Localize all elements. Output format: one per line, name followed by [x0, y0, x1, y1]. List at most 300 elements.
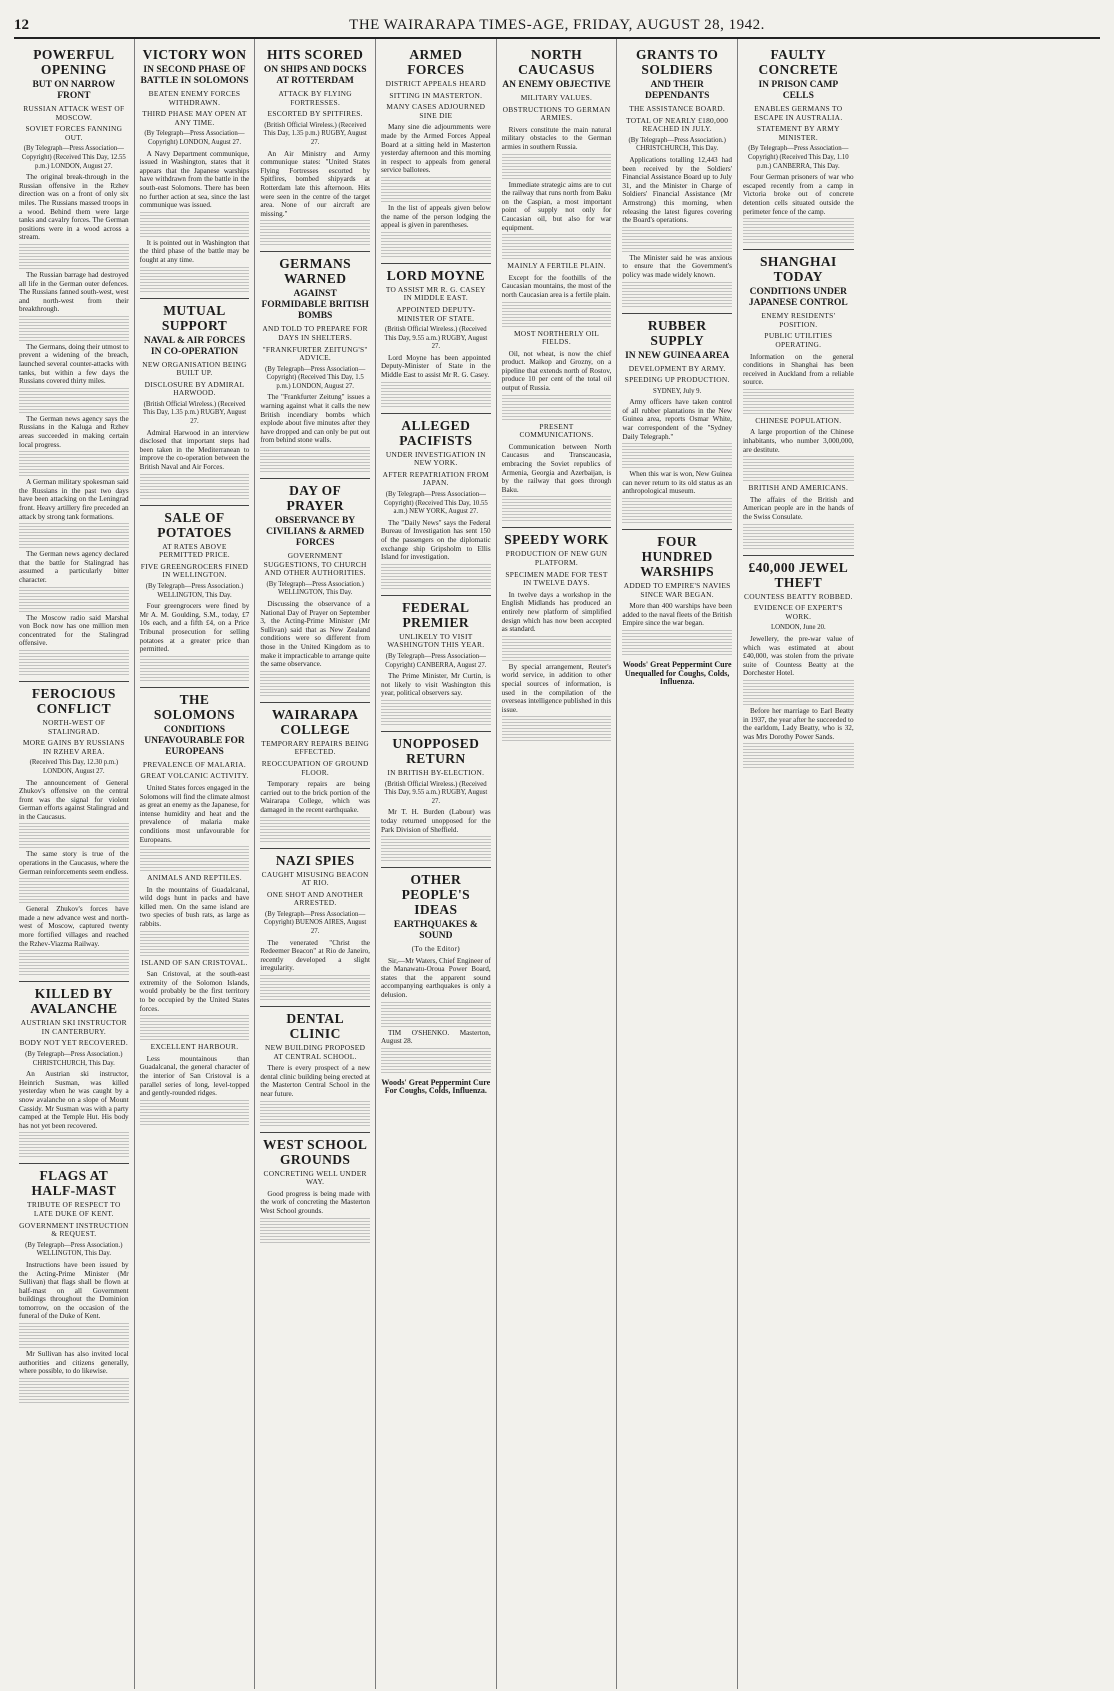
- article-paragraph: General Zhukov's forces have made a new advance west and north-west of Moscow, captured twenty more fortified villages and reached the Rzhev-Viazma Railway.: [19, 905, 129, 948]
- subheadline: BUT ON NARROW FRONT: [32, 80, 116, 101]
- text-lines: [260, 1236, 370, 1243]
- deck: FIVE GREENGROCERS FINED IN WELLINGTON.: [140, 561, 249, 580]
- deck: SOVIET FORCES FANNING OUT.: [25, 124, 123, 142]
- article-separator: [260, 478, 370, 479]
- text-lines: [743, 752, 854, 759]
- text-lines: [19, 541, 129, 548]
- article-paragraph: By special arrangement, Reuter's world service, in addition to other special sources of information, is used in the compilation of the overseas intelligence published in this issue.: [501, 662, 612, 714]
- text-lines: [260, 447, 370, 454]
- article-separator: [260, 1132, 370, 1133]
- article-separator: [743, 249, 854, 250]
- dateline: (British Official Wireless.) (Received This Day, 9.55 a.m.) RUGBY, August 27.: [384, 780, 488, 805]
- text-lines: [19, 397, 129, 404]
- deck: GREAT VOLCANIC ACTIVITY.: [140, 771, 249, 781]
- text-lines: [381, 391, 491, 398]
- text-lines: [19, 1396, 129, 1403]
- article-separator: [622, 313, 732, 314]
- deck: BODY NOT YET RECOVERED.: [19, 1038, 128, 1048]
- text-lines: [19, 823, 129, 830]
- deck: COUNTESS BEATTY ROBBED.: [743, 591, 853, 601]
- text-lines: [381, 382, 491, 389]
- deck: PRODUCTION OF NEW GUN PLATFORM.: [505, 549, 608, 567]
- article-paragraph: The venerated "Christ the Redeemer Beacon" at Rio de Janeiro, recently developed a slight irregularity.: [260, 938, 370, 973]
- text-lines: [19, 253, 129, 260]
- deck: ESCORTED BY SPITFIRES.: [267, 109, 363, 119]
- dateline: (By Telegraph—Press Association—Copyright) BUENOS AIRES, August 27.: [263, 910, 367, 936]
- text-lines: [502, 243, 612, 250]
- text-lines: [19, 451, 129, 458]
- deck: TRIBUTE OF RESPECT TO LATE DUKE OF KENT.: [27, 1200, 121, 1218]
- article-paragraph: Communication between North Caucasus and Transcaucasia, embracing the Soviet republics of Armenia, Georgia and Azerbaijan, is by the railway that goes through Baku.: [501, 442, 612, 494]
- article-separator: [381, 263, 491, 264]
- text-lines: [622, 282, 732, 289]
- text-lines: [381, 177, 491, 184]
- dateline: (By Telegraph—Press Association.) CHRISTCHURCH, This Day.: [25, 1051, 123, 1067]
- dateline: LONDON, June 20.: [770, 624, 826, 632]
- article-separator: [381, 867, 491, 868]
- text-lines: [502, 725, 612, 732]
- text-lines: [381, 709, 491, 716]
- text-lines: [743, 542, 854, 549]
- text-lines: [260, 689, 370, 696]
- article-paragraph: Lord Moyne has been appointed Deputy-Minister of State in the Middle East to assist Mr R. G. Casey.: [380, 353, 491, 380]
- deck: NEW BUILDING PROPOSED AT CENTRAL SCHOOL.: [265, 1043, 366, 1061]
- text-lines: [743, 456, 854, 463]
- article-paragraph: Instructions have been issued by the Acting-Prime Minister (Mr Sullivan) that flags shall be flown at half-mast on all Government buildings throughout the Dominion tomorrow, on the occasion of the funeral of the Duke of Kent.: [19, 1260, 129, 1321]
- subheadline: NAVAL & AIR FORCES IN CO-OPERATION: [143, 335, 246, 357]
- text-lines: [140, 674, 250, 681]
- article-paragraph: Sir,—Mr Waters, Chief Engineer of the Manawatu-Oroua Power Board, states that the apparent sound accompanying earthquakes is only a delusion.: [380, 956, 491, 1000]
- text-lines: [140, 940, 250, 947]
- text-lines: [19, 460, 129, 467]
- text-lines: [502, 514, 612, 521]
- subheadline: AGAINST FORMIDABLE BRITISH BOMBS: [261, 289, 369, 322]
- dateline: (Received This Day, 12.30 p.m.) LONDON, August 27.: [29, 759, 119, 775]
- text-lines: [381, 186, 491, 193]
- dateline: (By Telegraph—Press Association—Copyright) CANBERRA, August 27.: [385, 652, 487, 669]
- article-paragraph: Information on the general conditions in Shanghai has been received in Auckland from a reliable source.: [742, 352, 854, 387]
- article-paragraph: The German news agency says the Russians in the Kaluga and Rzhev areas succeeded in making certain local progress.: [19, 414, 129, 449]
- article-paragraph: The "Daily News" says the Federal Bureau of Investigation has sent 150 of the passengers on the diplomatic exchange ship Gripsholm to Ellis Island for investigation.: [380, 518, 491, 562]
- text-lines: [743, 236, 854, 243]
- text-lines: [140, 1100, 250, 1107]
- deck: IN BRITISH BY-ELECTION.: [387, 767, 485, 777]
- subheadline: AN ENEMY OBJECTIVE: [502, 80, 611, 90]
- subheadline: EARTHQUAKES & SOUND: [393, 920, 478, 942]
- article-paragraph: The announcement of General Zhukov's offensive on the central front was the signal for violent German efforts against Stalingrad and in the Caucasus.: [19, 778, 129, 821]
- article-separator: [140, 298, 250, 299]
- column-3: [255, 39, 376, 1689]
- article-paragraph: Immediate strategic aims are to cut the railway that runs north from Baku on the Caspian, a most important point of supply not only for Caucasian oil, but also for war equipment.: [501, 180, 612, 232]
- text-lines: [381, 1002, 491, 1009]
- deck: ENEMY RESIDENTS' POSITION.: [761, 311, 836, 329]
- headline: NAZI SPIES: [275, 852, 355, 868]
- text-lines: [743, 407, 854, 414]
- text-lines: [260, 220, 370, 227]
- text-lines: [19, 532, 129, 539]
- text-lines: [502, 172, 612, 179]
- headline: OTHER PEOPLE'S IDEAS: [401, 872, 471, 918]
- headline: GRANTS TO SOLDIERS: [636, 47, 719, 77]
- article-paragraph: The Moscow radio said Marshal von Bock now has one million men concentrated for the Stalingrad offensive.: [19, 613, 129, 648]
- deck: NORTH-WEST OF STALINGRAD.: [42, 717, 106, 736]
- article-paragraph: Jewellery, the pre-war value of which was estimated at about £40,000, was stolen from the private suite of Countess Beatty at the Dorchester Hotel.: [742, 635, 854, 678]
- subheadline: AND THEIR DEPENDANTS: [644, 80, 710, 101]
- deck: REOCCUPATION OF GROUND FLOOR.: [261, 758, 369, 777]
- text-lines: [140, 1024, 250, 1031]
- article-paragraph: When this war is won, New Guinea can never return to its old status as an anthropological museum.: [622, 470, 732, 496]
- article-paragraph: Applications totalling 12,443 had been received by the Soldiers' Financial Assistance Board up to July 31, and the Minister in Charge of Soldiers' Financial Assistance (Mr Armstrong) this morning, when releasing the latest figures covering the Board's operations.: [622, 155, 732, 225]
- text-lines: [260, 1218, 370, 1225]
- subheadline: IN SECOND PHASE OF BATTLE IN SOLOMONS: [140, 65, 249, 86]
- article-separator: [260, 251, 370, 252]
- article-paragraph: The Russian barrage had destroyed all life in the German outer defences. The Russians fanned south-west, west and north-west from their breakthrough.: [19, 270, 129, 314]
- text-lines: [502, 234, 612, 241]
- text-lines: [140, 221, 250, 228]
- text-lines: [260, 671, 370, 678]
- article-paragraph: In the list of appeals given below the name of the person lodging the appeal is given in parentheses.: [380, 203, 491, 230]
- article-paragraph: Discussing the observance of a National Day of Prayer on September 3, the Acting-Prime Minister (Mr Sullivan) said that as New Zealand conditions were so different from those in the United Kingdom as to make it impracticable to arrange quite the same observance.: [260, 600, 370, 669]
- article-paragraph: The same story is true of the operations in the Caucasus, where the German reinforcements seem endless.: [19, 850, 129, 876]
- article-paragraph: The original break-through in the Russian offensive in the Rzhev direction was on a front of only six miles. The Russians massed troops in a wood. Behind them were large tanks and cavalry forces. The German positions were in a wood across a stream.: [19, 173, 129, 242]
- deck: AFTER REPATRIATION FROM JAPAN.: [382, 469, 490, 488]
- deck: AUSTRIAN SKI INSTRUCTOR IN CANTERBURY.: [20, 1018, 127, 1036]
- dateline: (By Telegraph—Press Association.) WELLINGTON, This Day.: [145, 583, 244, 599]
- dateline: (British Official Wireless.) (Received This Day, 1.35 p.m.) RUGBY, August 27.: [142, 400, 247, 426]
- text-lines: [622, 498, 732, 505]
- text-lines: [622, 291, 732, 298]
- text-lines: [260, 1110, 370, 1117]
- article-paragraph: A large proportion of the Chinese inhabitants, who number 3,000,000, are destitute.: [742, 428, 854, 454]
- article-paragraph: Army officers have taken control of all rubber plantations in the New Guinea area, reports Osmar White, war correspondent of the "Sydney Daily Telegraph.": [622, 398, 732, 441]
- article-paragraph: The "Frankfurter Zeitung" issues a warning against what it calls the new British incendiary bombs which explode about five minutes after they have dropped and can only be put out from behind stone walls.: [260, 393, 370, 445]
- article-paragraph: The Prime Minister, Mr Curtin, is not likely to visit Washington this year, political observers say.: [380, 672, 491, 698]
- headline: WAIRARAPA COLLEGE: [271, 706, 359, 737]
- headline: POWERFUL OPENING: [33, 47, 115, 77]
- article-separator: [19, 1163, 129, 1164]
- article-separator: [622, 529, 732, 530]
- text-lines: [260, 826, 370, 833]
- text-lines: [140, 492, 250, 499]
- deck: ANIMALS AND REPTILES.: [147, 873, 242, 883]
- headline: WEST SCHOOL GROUNDS: [263, 1136, 368, 1167]
- text-lines: [502, 734, 612, 741]
- deck: EVIDENCE OF EXPERT'S WORK.: [753, 603, 843, 621]
- article-separator: [260, 1006, 370, 1007]
- article-paragraph: The Germans, doing their utmost to prevent a widening of the breach, launched several counter-attacks with tanks, but within a few days the Russians covered thirty miles.: [19, 342, 129, 386]
- deck: PREVALENCE OF MALARIA.: [142, 759, 247, 769]
- headline: ALLEGED PACIFISTS: [399, 417, 473, 448]
- column-4: [376, 39, 497, 1689]
- text-lines: [502, 645, 612, 652]
- text-lines: [19, 832, 129, 839]
- text-lines: [381, 1011, 491, 1018]
- text-lines: [743, 689, 854, 696]
- text-lines: [19, 605, 129, 612]
- article-separator: [381, 413, 491, 414]
- text-lines: [381, 195, 491, 202]
- dateline: (By Telegraph—Press Association—Copyright) (Received This Day, 1.5 p.m.) LONDON, August 27.: [265, 365, 366, 390]
- text-lines: [502, 163, 612, 170]
- article-paragraph: An Air Ministry and Army communique states: "United States Flying Fortresses escorted by Spitfires, bombed shipyards at Rotterdam late this afternoon. Hits were seen in the centre of the target area. None of our aircraft are missing.": [260, 149, 370, 218]
- text-lines: [19, 1132, 129, 1139]
- text-lines: [381, 241, 491, 248]
- text-lines: [19, 469, 129, 476]
- text-lines: [381, 400, 491, 407]
- article-paragraph: Mr T. H. Burden (Labour) was today returned unopposed for the Park Division of Sheffield.: [380, 808, 491, 834]
- masthead: [14, 10, 1100, 39]
- article-separator: [19, 681, 129, 682]
- text-lines: [381, 250, 491, 257]
- article-separator: [502, 527, 612, 528]
- text-lines: [743, 524, 854, 531]
- text-lines: [743, 761, 854, 768]
- headline: MUTUAL SUPPORT: [161, 302, 228, 333]
- article-separator: [140, 687, 250, 688]
- text-lines: [260, 984, 370, 991]
- text-lines: [622, 630, 732, 637]
- text-lines: [381, 1057, 491, 1064]
- article-paragraph: A German military spokesman said the Russians in the past two days have been attacking on the Leningrad front. Heavy artillery fire preceded an attack by strong tank formations.: [19, 478, 129, 521]
- deck: GOVERNMENT INSTRUCTION & REQUEST.: [19, 1220, 129, 1239]
- text-lines: [622, 227, 732, 234]
- deck: ENABLES GERMANS TO ESCAPE IN AUSTRALIA.: [754, 104, 843, 122]
- article-paragraph: In twelve days a workshop in the English Midlands has produced an entirely new platform of simplified design which has now been accepted as standard.: [501, 590, 612, 634]
- subheadline: OBSERVANCE BY CIVILIANS & ARMED FORCES: [266, 516, 365, 549]
- dateline: (By Telegraph—Press Association.) WELLINGTON, This Day.: [266, 580, 364, 597]
- text-lines: [19, 668, 129, 675]
- text-lines: [260, 1119, 370, 1126]
- deck: UNDER INVESTIGATION IN NEW YORK.: [385, 449, 486, 468]
- text-lines: [502, 505, 612, 512]
- text-lines: [381, 582, 491, 589]
- text-lines: [140, 1109, 250, 1116]
- article-separator: [19, 981, 129, 982]
- text-lines: [19, 1387, 129, 1394]
- text-lines: [19, 1332, 129, 1339]
- deck: OBSTRUCTIONS TO GERMAN ARMIES.: [502, 104, 611, 123]
- deck: RUSSIAN ATTACK WEST OF MOSCOW.: [23, 104, 125, 122]
- text-lines: [743, 227, 854, 234]
- text-lines: [260, 817, 370, 824]
- article-paragraph: San Cristoval, at the south-east extremity of the Solomon Islands, would probably be the first territory to be occupied by the United States forces.: [139, 970, 250, 1013]
- text-lines: [140, 855, 250, 862]
- column-6: [617, 39, 738, 1689]
- headline: ARMED FORCES: [407, 47, 465, 77]
- text-lines: [502, 302, 612, 309]
- subheadline: IN NEW GUINEA AREA: [625, 350, 730, 361]
- deck: AT RATES ABOVE PERMITTED PRICE.: [159, 541, 230, 560]
- text-lines: [502, 716, 612, 723]
- text-lines: [140, 949, 250, 956]
- newspaper-title: THE WAIRARAPA TIMES-AGE, FRIDAY, AUGUST 28, 1942.: [349, 17, 765, 33]
- deck: (To the Editor): [411, 944, 460, 954]
- deck: THIRD PHASE MAY OPEN AT ANY TIME.: [142, 109, 247, 127]
- article-paragraph: Rivers constitute the main natural military obstacles to the German armies in southern Russia.: [501, 125, 612, 151]
- article-paragraph: The German news agency declared that the battle for Stalingrad has assumed a particularly bitter character.: [19, 550, 129, 584]
- text-lines: [140, 931, 250, 938]
- text-lines: [140, 230, 250, 237]
- headline: HITS SCORED: [267, 47, 364, 62]
- text-lines: [140, 846, 250, 853]
- text-lines: [19, 650, 129, 657]
- column-7: [738, 39, 859, 1689]
- dateline: (By Telegraph—Press Association—Copyright) (Received This Day, 1.10 p.m.) CANBERRA, This Day.: [748, 145, 849, 170]
- deck: MANY CASES ADJOURNED SINE DIE: [386, 102, 486, 120]
- column-5: [497, 39, 618, 1689]
- headline: £40,000 JEWEL THEFT: [748, 559, 849, 590]
- text-lines: [19, 959, 129, 966]
- text-lines: [19, 316, 129, 323]
- text-lines: [260, 975, 370, 982]
- text-lines: [19, 968, 129, 975]
- subheadline: CONDITIONS UNFAVOURABLE FOR EUROPEANS: [144, 724, 245, 757]
- text-lines: [19, 878, 129, 885]
- article-paragraph: Good progress is being made with the work of concreting the Masterton West School grounds.: [260, 1189, 370, 1215]
- text-lines: [19, 406, 129, 413]
- deck: DISTRICT APPEALS HEARD: [385, 79, 487, 88]
- text-lines: [140, 864, 250, 871]
- text-lines: [140, 1118, 250, 1125]
- deck: PUBLIC UTILITIES OPERATING.: [764, 331, 833, 349]
- text-lines: [19, 388, 129, 395]
- text-lines: [502, 154, 612, 161]
- column-1: [14, 39, 135, 1689]
- text-lines: [622, 452, 732, 459]
- article-paragraph: More than 400 warships have been added to the naval fleets of the British Empire since the war began.: [622, 602, 732, 628]
- text-lines: [622, 443, 732, 450]
- text-lines: [502, 636, 612, 643]
- deck: BEATEN ENEMY FORCES WITHDRAWN.: [148, 89, 241, 107]
- text-lines: [19, 950, 129, 957]
- text-lines: [381, 1048, 491, 1055]
- article-paragraph: TIM O'SHENKO. Masterton, August 28.: [380, 1028, 491, 1046]
- text-lines: [381, 1020, 491, 1027]
- advertisement: Woods' Great Peppermint Cure Unequalled for Coughs, Colds, Influenza.: [622, 660, 732, 687]
- deck: DEVELOPMENT BY ARMY.: [628, 363, 726, 373]
- text-lines: [743, 398, 854, 405]
- deck: CHINESE POPULATION.: [755, 415, 842, 425]
- text-lines: [140, 285, 250, 292]
- text-lines: [743, 474, 854, 481]
- dateline: (By Telegraph—Press Association—Copyright) (Received This Day, 10.55 a.m.) NEW YORK, August 27.: [383, 491, 488, 516]
- text-lines: [381, 845, 491, 852]
- headline: LORD MOYNE: [386, 267, 485, 283]
- text-lines: [19, 587, 129, 594]
- article-paragraph: Except for the foothills of the Caucasian mountains, the most of the north Caucasian area is a fertile plain.: [501, 273, 612, 299]
- text-lines: [260, 1227, 370, 1234]
- text-lines: [19, 896, 129, 903]
- text-lines: [260, 993, 370, 1000]
- article-paragraph: The affairs of the British and American people are in the hands of the Swiss Consulate.: [742, 495, 854, 522]
- text-lines: [19, 1378, 129, 1385]
- text-lines: [502, 496, 612, 503]
- deck: BRITISH AND AMERICANS.: [748, 483, 849, 493]
- text-lines: [19, 325, 129, 332]
- deck: CAUGHT MISUSING BEACON AT RIO.: [261, 869, 369, 888]
- subheadline: CONDITIONS UNDER JAPANESE CONTROL: [748, 287, 848, 309]
- article-separator: [381, 595, 491, 596]
- text-lines: [19, 1323, 129, 1330]
- article-separator: [260, 702, 370, 703]
- article-paragraph: Mr Sullivan has also invited local authorities and citizens generally, where possible, to do likewise.: [19, 1350, 129, 1376]
- text-lines: [743, 698, 854, 705]
- text-lines: [19, 887, 129, 894]
- article-paragraph: A Navy Department communique, issued in Washington, states that it appears that the Japanese warships have withdrawn from the battle in the south-east Solomons. There has been no further action at sea, since the last communique was issued.: [139, 149, 250, 210]
- text-lines: [502, 252, 612, 259]
- text-lines: [502, 395, 612, 402]
- deck: MOST NORTHERLY OIL FIELDS.: [513, 328, 600, 347]
- headline: FEROCIOUS CONFLICT: [31, 685, 116, 716]
- text-lines: [140, 212, 250, 219]
- headline: FAULTY CONCRETE: [758, 47, 839, 77]
- deck: MAINLY A FERTILE PLAIN.: [507, 261, 606, 271]
- headline: SHANGHAI TODAY: [759, 254, 837, 285]
- text-lines: [622, 639, 732, 646]
- headline: GERMANS WARNED: [279, 256, 352, 287]
- text-lines: [622, 245, 732, 252]
- text-lines: [381, 718, 491, 725]
- article-paragraph: Four German prisoners of war who escaped recently from a camp in Victoria broke out of concrete detention cells situated outside the perimeter fence of the camp.: [742, 173, 854, 216]
- text-lines: [743, 533, 854, 540]
- text-lines: [622, 461, 732, 468]
- subheadline: IN PRISON CAMP CELLS: [758, 80, 839, 101]
- text-lines: [381, 232, 491, 239]
- text-lines: [19, 1341, 129, 1348]
- column-2: [135, 39, 256, 1689]
- deck: SPECIMEN MADE FOR TEST IN TWELVE DAYS.: [505, 569, 608, 588]
- headline: FOUR HUNDRED WARSHIPS: [640, 534, 715, 580]
- deck: EXCELLENT HARBOUR.: [150, 1042, 239, 1052]
- text-lines: [140, 1033, 250, 1040]
- text-lines: [381, 1066, 491, 1073]
- article-paragraph: There is every prospect of a new dental clinic building being erected at the Masterton Central School in the near future.: [260, 1064, 370, 1098]
- article-paragraph: An Austrian ski instructor, Heinrich Susman, was killed yesterday when he was caught by a snow avalanche on a slope of Mount Cassidy. Mr Susman was with a party camped at the Temple Hut. His body has not yet been recovered.: [19, 1070, 129, 1130]
- headline: SALE OF POTATOES: [157, 509, 232, 540]
- text-lines: [260, 229, 370, 236]
- text-lines: [743, 743, 854, 750]
- text-lines: [622, 300, 732, 307]
- text-lines: [260, 456, 370, 463]
- deck: ONE SHOT AND ANOTHER ARRESTED.: [266, 889, 364, 908]
- article-paragraph: The Minister said he was anxious to ensure that the Government's policy was made widely known.: [622, 253, 732, 279]
- headline: THE SOLOMONS: [153, 691, 236, 722]
- text-lines: [260, 835, 370, 842]
- deck: ISLAND OF SAN CRISTOVAL.: [141, 957, 248, 967]
- text-lines: [19, 334, 129, 341]
- headline: RUBBER SUPPLY: [647, 317, 707, 348]
- text-lines: [381, 700, 491, 707]
- headline: DAY OF PRAYER: [286, 483, 344, 514]
- text-lines: [19, 1141, 129, 1148]
- advertisement: Woods' Great Peppermint Cure For Coughs, Colds, Influenza.: [381, 1077, 491, 1096]
- dateline: SYDNEY, July 9.: [653, 387, 702, 395]
- text-lines: [502, 413, 612, 420]
- text-lines: [381, 836, 491, 843]
- headline: UNOPPOSED RETURN: [392, 735, 480, 766]
- text-lines: [502, 654, 612, 661]
- article-separator: [743, 555, 854, 556]
- article-paragraph: Oil, not wheat, is now the chief product. Maikop and Grozny, on a pipeline that extends north of Rostov, produce 10 per cent of the total oil output of Russia.: [501, 349, 612, 393]
- text-lines: [19, 244, 129, 251]
- deck: STATEMENT BY ARMY MINISTER.: [756, 124, 840, 142]
- text-lines: [19, 596, 129, 603]
- headline: NORTH CAUCASUS: [518, 47, 595, 77]
- text-lines: [381, 573, 491, 580]
- deck: TO ASSIST MR R. G. CASEY IN MIDDLE EAST.: [385, 284, 486, 303]
- deck: TEMPORARY REPAIRS BEING EFFECTED.: [261, 738, 370, 757]
- article-paragraph: Temporary repairs are being carried out to the brick portion of the Wairarapa College, which was damaged in the recent earthquake.: [260, 780, 370, 814]
